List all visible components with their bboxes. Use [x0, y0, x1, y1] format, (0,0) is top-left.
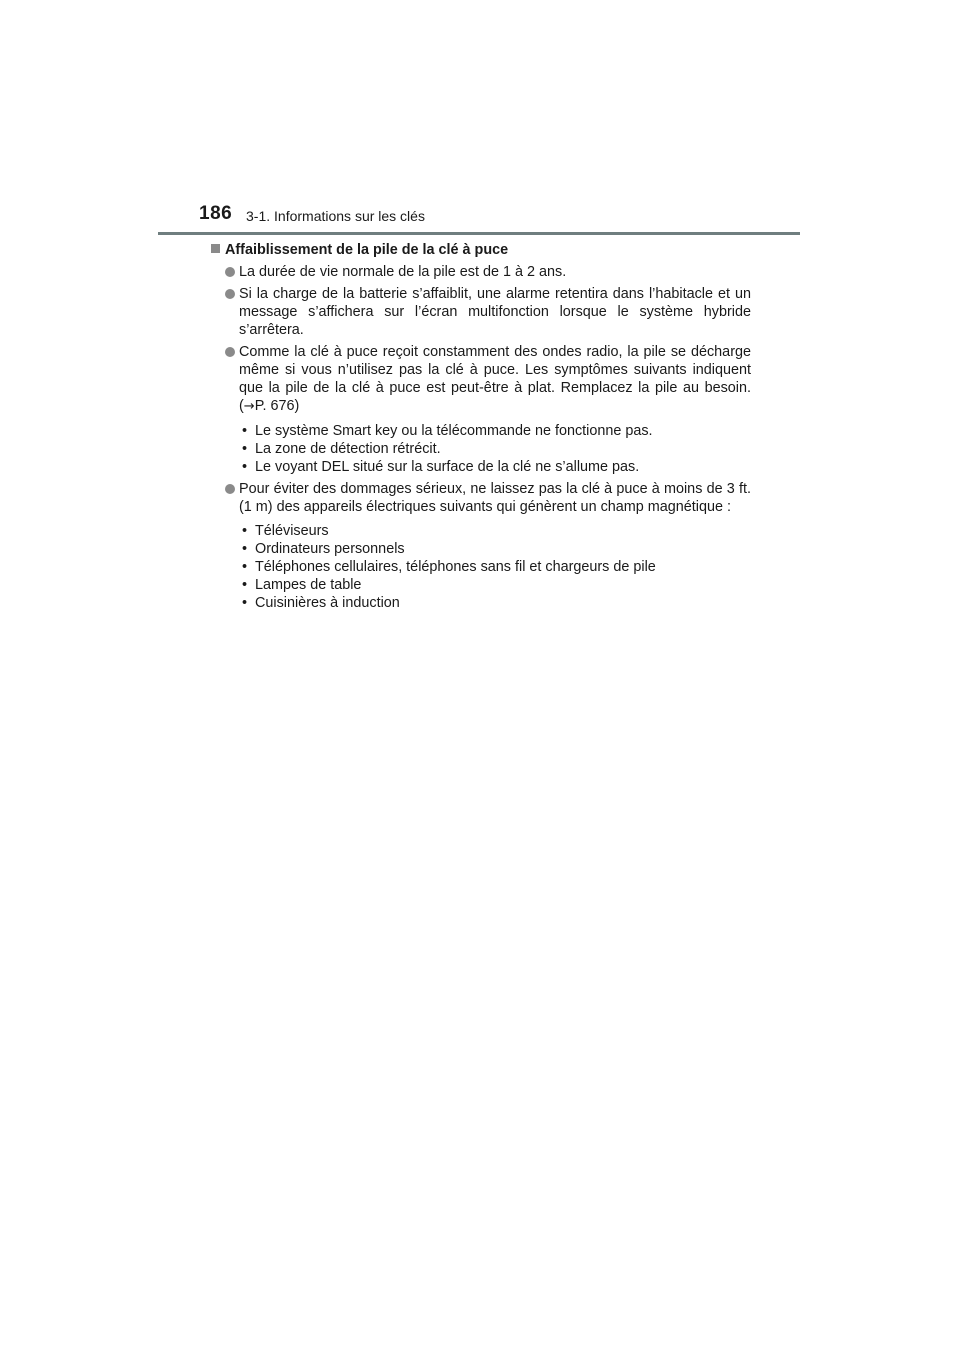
- dot-bullet-icon: •: [242, 523, 248, 539]
- sub-list-item: [242, 576, 751, 594]
- sub-list-item-text: Ordinateurs personnels: [255, 541, 405, 557]
- list-item: [211, 343, 751, 476]
- list-item-text: La durée de vie normale de la pile est de 1 à 2 ans.: [239, 264, 567, 280]
- sub-list-item-text: Téléphones cellulaires, téléphones sans fil et chargeurs de pile: [255, 559, 656, 575]
- list-item: [211, 285, 751, 339]
- sub-list-item: [242, 558, 751, 576]
- arrow-right-icon: →: [243, 399, 255, 414]
- sub-list-item-text: Cuisinières à induction: [255, 595, 400, 611]
- symptom-list: [239, 422, 751, 476]
- sub-list-item: [242, 522, 751, 540]
- dot-bullet-icon: •: [242, 423, 248, 439]
- sub-list-item-text: Le voyant DEL situé sur la surface de la clé ne s’allume pas.: [255, 459, 640, 475]
- list-item-text: Pour éviter des dommages sérieux, ne laissez pas la clé à puce à moins de 3 ft. (1 m) des appareils électriques suivants qui génèrent un champ magnétique :: [239, 481, 751, 515]
- sub-list-item-text: La zone de détection rétrécit.: [255, 441, 441, 457]
- dot-bullet-icon: •: [242, 541, 248, 557]
- dot-bullet-icon: •: [242, 441, 248, 457]
- dot-bullet-icon: •: [242, 459, 248, 475]
- sub-list-item: [242, 458, 751, 476]
- square-bullet-icon: [211, 244, 220, 253]
- circle-bullet-icon: [225, 289, 235, 299]
- dot-bullet-icon: •: [242, 559, 248, 575]
- page-number: 186: [199, 203, 233, 224]
- circle-bullet-icon: [225, 267, 235, 277]
- page-content: [211, 241, 751, 616]
- header-divider: [158, 232, 800, 235]
- list-item: [211, 480, 751, 612]
- dot-bullet-icon: •: [242, 595, 248, 611]
- circle-bullet-icon: [225, 347, 235, 357]
- sub-list-item: [242, 422, 751, 440]
- dot-bullet-icon: •: [242, 577, 248, 593]
- sub-list-item-text: Téléviseurs: [255, 523, 329, 539]
- section-heading: [211, 241, 751, 259]
- sub-list-item-text: Le système Smart key ou la télécommande ne fonctionne pas.: [255, 423, 653, 439]
- sub-list-item: [242, 540, 751, 558]
- sub-list-item: [242, 594, 751, 612]
- list-item-text: Comme la clé à puce reçoit constamment des ondes radio, la pile se décharge même si vous n’utilisez pas la clé à puce. Les symptômes suivants indiquent que la pile de la clé à puce est peut-être à plat. Remplacez la pile au besoin. (: [239, 344, 751, 414]
- sub-list-item: [242, 440, 751, 458]
- appliance-list: [239, 522, 751, 612]
- chapter-title: 3-1. Informations sur les clés: [246, 208, 425, 224]
- circle-bullet-icon: [225, 484, 235, 494]
- section-heading-text: Affaiblissement de la pile de la clé à puce: [225, 242, 509, 258]
- list-item-text: Si la charge de la batterie s’affaiblit, une alarme retentira dans l’habitacle et un message s’affichera sur l’écran multifonction lorsque le système hybride s’arrêtera.: [239, 286, 751, 338]
- sub-list-item-text: Lampes de table: [255, 577, 362, 593]
- list-item: [211, 263, 751, 281]
- page-reference: P. 676): [254, 398, 300, 414]
